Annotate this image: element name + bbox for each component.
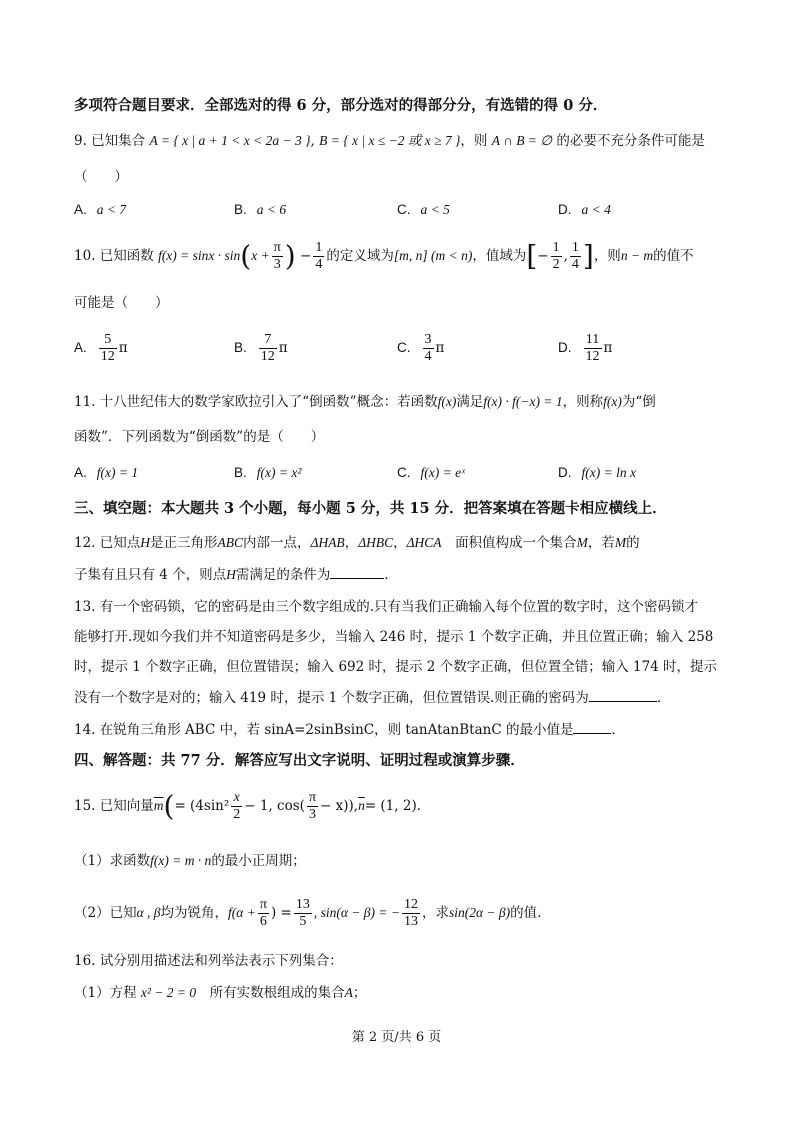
q15-p2-mid: 均为锐角， xyxy=(160,905,229,921)
q10-range-text: ，值域为 xyxy=(472,248,527,264)
q11-line1 xyxy=(74,392,656,412)
q9-stem: 9. 已知集合 A = { x | a + 1 < x < 2a − 3 }, B = { x | x ≤ −2 或 x ≥ 7 }，则 A ∩ B = ∅ 的必要不充分条件可能是 xyxy=(74,133,705,149)
q16-p1-post: 所有实数根组成的集合 xyxy=(209,985,345,1001)
q9-option-d xyxy=(558,200,611,220)
q11-call: ，则称 xyxy=(562,394,604,410)
q15-frac-13-5 xyxy=(294,897,312,930)
q12-line1: 12. 已知点H是正三角形ABC内部一点，ΔHAB，ΔHBC，ΔHCA 面积值构成一个集合M，若M的 xyxy=(74,535,640,551)
option-frac xyxy=(99,332,117,365)
option-key: C. xyxy=(397,340,411,355)
option-frac xyxy=(423,332,434,365)
q16-p1-pre: （1）方程 xyxy=(74,985,137,1001)
q13-line2: 能够打开.现如今我们并不知道密码是多少，当输入 246 时，提示 1 个数字正确，并且位置正确；输入 258 xyxy=(74,629,714,645)
frac-num: 1 xyxy=(552,240,560,255)
option-tail: π xyxy=(435,340,445,356)
q9-condition: A ∩ B = ∅ xyxy=(491,133,553,148)
q12-answer-blank[interactable] xyxy=(330,564,384,579)
q15-p2-pre: （2）已知 xyxy=(74,905,137,921)
q10-prefix: 10. 已知函数 xyxy=(74,248,154,264)
q15-part1 xyxy=(74,851,306,871)
frac-den: 4 xyxy=(424,349,432,364)
q16-p1-end: ； xyxy=(352,985,367,1001)
q15-rest2: − x)), xyxy=(320,798,359,814)
q10-func: f(x) = sinx · sin xyxy=(158,248,241,263)
option-tail: π xyxy=(603,340,613,356)
option-key: D. xyxy=(558,465,572,480)
q15-eq1: = (4sin² xyxy=(174,798,230,814)
paren-open: ( xyxy=(240,239,252,273)
q11-fx: f(x) xyxy=(437,394,457,409)
frac-den: 6 xyxy=(259,914,267,929)
q12-d: 面积值构成一个集合 xyxy=(455,535,577,551)
option-key: A. xyxy=(74,340,87,355)
q9-set-a: A = { x | a + 1 < x < 2a − 3 } xyxy=(149,133,311,148)
frac-num: π xyxy=(259,897,267,912)
option-key: B. xyxy=(234,340,247,355)
q16-part1 xyxy=(74,983,366,1003)
q11-option-b xyxy=(234,463,301,483)
q16-line1: 16. 试分别用描述法和列举法表示下列集合： xyxy=(74,953,343,969)
q9-option-a xyxy=(74,200,126,220)
q10-stem: 10. 已知函数 f(x) = sinx · sin(x + $\frac{\pi}{3}$ ) − $\frac{1}{4}$ 的定义域为[m, n] (m < n)，值域为[− $\frac{1}{2}$ , $\frac{1}{4}$ ]，则n − m的值不 xyxy=(74,239,694,273)
bracket-open: [ xyxy=(526,239,538,273)
q10-domain: [m, n] (m < n) xyxy=(393,248,473,263)
option-key: B. xyxy=(234,202,247,217)
section3-heading: 三、填空题：本大题共 3 个小题，每小题 5 分，共 15 分．把答案填在答题卡相应横线上． xyxy=(74,500,667,517)
q14-answer-blank[interactable] xyxy=(573,719,611,734)
q12-abc: ABC xyxy=(217,535,244,550)
q10-frac-pi3 xyxy=(272,240,283,273)
q13-line1: 13. 有一个密码锁，它的密码是由三个数字组成的.只有当我们正确输入每个位置的数字时，这个密码锁才 xyxy=(74,599,699,615)
frac-num: 12 xyxy=(403,897,418,912)
option-text: a < 6 xyxy=(256,202,287,217)
q12-line2 xyxy=(74,564,398,585)
q11-option-d xyxy=(558,463,636,483)
q15-p1-post: 的最小正周期； xyxy=(211,853,306,869)
q16-p1-eq: x² − 2 = 0 xyxy=(140,985,197,1000)
option-key: C. xyxy=(397,202,411,217)
frac-den: 4 xyxy=(571,257,579,272)
q15-pre: 15. 已知向量 xyxy=(74,798,154,814)
option-tail: π xyxy=(118,340,128,356)
frac-den: 12 xyxy=(100,349,115,364)
bracket-close: ] xyxy=(582,239,594,273)
q12-e: ，若 xyxy=(587,535,615,551)
frac-den: 12 xyxy=(260,349,275,364)
q15-p2-f: f(α + xyxy=(228,905,256,920)
frac-num: x xyxy=(231,790,242,807)
q13-l4: 没有一个数字是对的；输入 419 时，提示 1 个数字正确，但位置错误.则正确的密码为 xyxy=(74,690,589,706)
q15-eq2: = (1, 2)． xyxy=(364,798,431,814)
frac-den: 2 xyxy=(233,807,241,822)
q12-m2: M xyxy=(614,535,627,550)
q10-expr: n − m xyxy=(620,248,654,263)
q13-line4 xyxy=(74,687,670,708)
q15-frac-12-13 xyxy=(402,897,420,930)
option-tail: π xyxy=(278,340,288,356)
q15-p2-expr: sin(2α − β) xyxy=(448,905,511,920)
q12-l2a: 子集有且只有 4 个，则点 xyxy=(74,567,227,583)
q11-line2: 函数”．下列函数为“倒函数”的是（ ） xyxy=(74,429,325,445)
q10-option-b xyxy=(234,332,288,365)
q10-frac-14 xyxy=(313,240,324,273)
q9-set-b: B = { x | x ≤ −2 或 x ≥ 7 } xyxy=(319,133,461,148)
option-key: D. xyxy=(558,202,572,217)
q16-set-a: A xyxy=(344,985,353,1000)
q15-stem xyxy=(74,785,430,828)
q10-range-a xyxy=(551,240,562,273)
q10-minus: − xyxy=(300,248,312,264)
q10-arg: x + xyxy=(251,248,270,263)
q14-stem xyxy=(74,719,625,740)
frac-num: 1 xyxy=(571,240,579,255)
frac-num: π xyxy=(308,790,317,805)
q11-pre: 11. 十八世纪伟大的数学家欧拉引入了“倒函数”概念：若函数 xyxy=(74,394,438,410)
frac-den: 5 xyxy=(299,914,307,929)
q13-answer-blank[interactable] xyxy=(589,687,657,702)
q14-text: 14. 在锐角三角形 ABC 中，若 sinA=2sinBsinC，则 tanAtanBtanC 的最小值是 xyxy=(74,722,574,738)
q10-option-c xyxy=(397,332,444,365)
paren-open: ( xyxy=(163,789,175,823)
frac-den: 2 xyxy=(552,257,560,272)
option-text: f(x) = x² xyxy=(256,465,302,480)
q11-meets: 满足 xyxy=(456,394,484,410)
frac-den: 4 xyxy=(315,257,323,272)
q12-c: 内部一点， xyxy=(243,535,311,551)
q13-line3: 时，提示 1 个数字正确，但位置错误；输入 692 时，提示 2 个数字正确，但位置全错；输入 174 时，提示 xyxy=(74,659,718,675)
q12-t1: ΔHAB xyxy=(310,535,345,550)
q9-mid: ，则 xyxy=(460,133,488,149)
frac-num: π xyxy=(273,240,281,255)
q12-l2b: 需满足的条件为 xyxy=(235,567,331,583)
q10-option-a xyxy=(74,332,128,365)
q15-p1-func: f(x) = m · n xyxy=(150,853,212,868)
page-footer: 第 2 页/共 6 页 xyxy=(351,1030,442,1045)
q15-p2-sin: , sin(α − β) = − xyxy=(313,905,400,920)
q13-end: ． xyxy=(656,690,671,706)
q10-post: 的值不 xyxy=(653,248,694,264)
q9-prefix: 9. 已知集合 xyxy=(74,133,146,149)
q11-cond: f(x) · f(−x) = 1 xyxy=(483,394,563,409)
q15-p2-eq: ) = xyxy=(270,905,292,921)
q14-end: ． xyxy=(611,722,625,738)
q10-line2: 可能是（ ） xyxy=(74,295,169,311)
section4-heading: 四、解答题：共 77 分．解答应写出文字说明、证明过程或演算步骤． xyxy=(74,752,525,769)
frac-den: 12 xyxy=(585,349,600,364)
q12-t2: ΔHBC xyxy=(358,535,394,550)
q15-p1-pre: （1）求函数 xyxy=(74,853,151,869)
q15-p2-ab: α , β xyxy=(136,905,161,920)
q12-a: 12. 已知点 xyxy=(74,535,141,551)
q11-option-a xyxy=(74,463,138,483)
q15-vec-n: $\overline{n}$ xyxy=(358,798,365,813)
q15-vec-m: $\overline{m}$ xyxy=(153,798,164,813)
option-text: a < 7 xyxy=(96,202,127,217)
q9-post: 的必要不充分条件可能是 xyxy=(556,133,705,149)
q15-frac-x2 xyxy=(231,790,242,823)
q11-post: 为“倒 xyxy=(621,394,656,410)
option-key: D. xyxy=(558,340,572,355)
option-key: C. xyxy=(397,465,411,480)
q10-then: ，则 xyxy=(593,248,621,264)
q10-range-b xyxy=(570,240,581,273)
q15-p2-post: 的值. xyxy=(510,905,542,921)
q15-part2 xyxy=(74,893,541,933)
frac-den: 3 xyxy=(273,257,281,272)
frac-den: 3 xyxy=(308,807,316,822)
q10-option-d xyxy=(558,332,612,365)
option-text: a < 5 xyxy=(420,202,450,217)
option-key: A. xyxy=(74,465,87,480)
option-text: f(x) = ln x xyxy=(581,465,636,480)
q15-p2-ask: ，求 xyxy=(421,905,449,921)
q12-f: 的 xyxy=(626,535,640,551)
q10-domain-text: 的定义域为 xyxy=(326,248,394,264)
q9-option-c xyxy=(397,200,450,220)
option-text: f(x) = 1 xyxy=(96,465,139,480)
option-text: f(x) = eˣ xyxy=(420,465,465,480)
q12-t3: ΔHCA xyxy=(406,535,442,550)
intro-line: 多项符合题目要求．全部选对的得 6 分，部分选对的得部分分，有选错的得 0 分． xyxy=(74,97,608,114)
option-key: A. xyxy=(74,202,87,217)
option-text: a < 4 xyxy=(581,202,611,217)
frac-num: 7 xyxy=(259,332,277,349)
q12-l2c: ． xyxy=(384,567,398,583)
q12-b: 是正三角形 xyxy=(150,535,218,551)
frac-den: 13 xyxy=(403,914,418,929)
option-key: B. xyxy=(234,465,247,480)
option-frac xyxy=(259,332,277,365)
q12-h: H xyxy=(140,535,151,550)
q12-m: M xyxy=(576,535,588,550)
q11-fx2: f(x) xyxy=(603,394,622,409)
q15-frac-pi6 xyxy=(258,897,269,930)
frac-num: 5 xyxy=(99,332,117,349)
q9-paren: （ ） xyxy=(74,169,128,185)
frac-num: 3 xyxy=(424,332,432,347)
q15-frac-pi3 xyxy=(307,790,318,823)
q11-option-c xyxy=(397,463,465,483)
frac-num: 13 xyxy=(295,897,310,912)
q12-h2: H xyxy=(226,567,236,582)
frac-num: 1 xyxy=(315,240,323,255)
option-frac xyxy=(584,332,602,365)
frac-num: 11 xyxy=(584,332,602,349)
paren-close: ) xyxy=(284,239,296,273)
q15-rest1: − 1, cos( xyxy=(244,798,305,814)
q9-option-b xyxy=(234,200,286,220)
